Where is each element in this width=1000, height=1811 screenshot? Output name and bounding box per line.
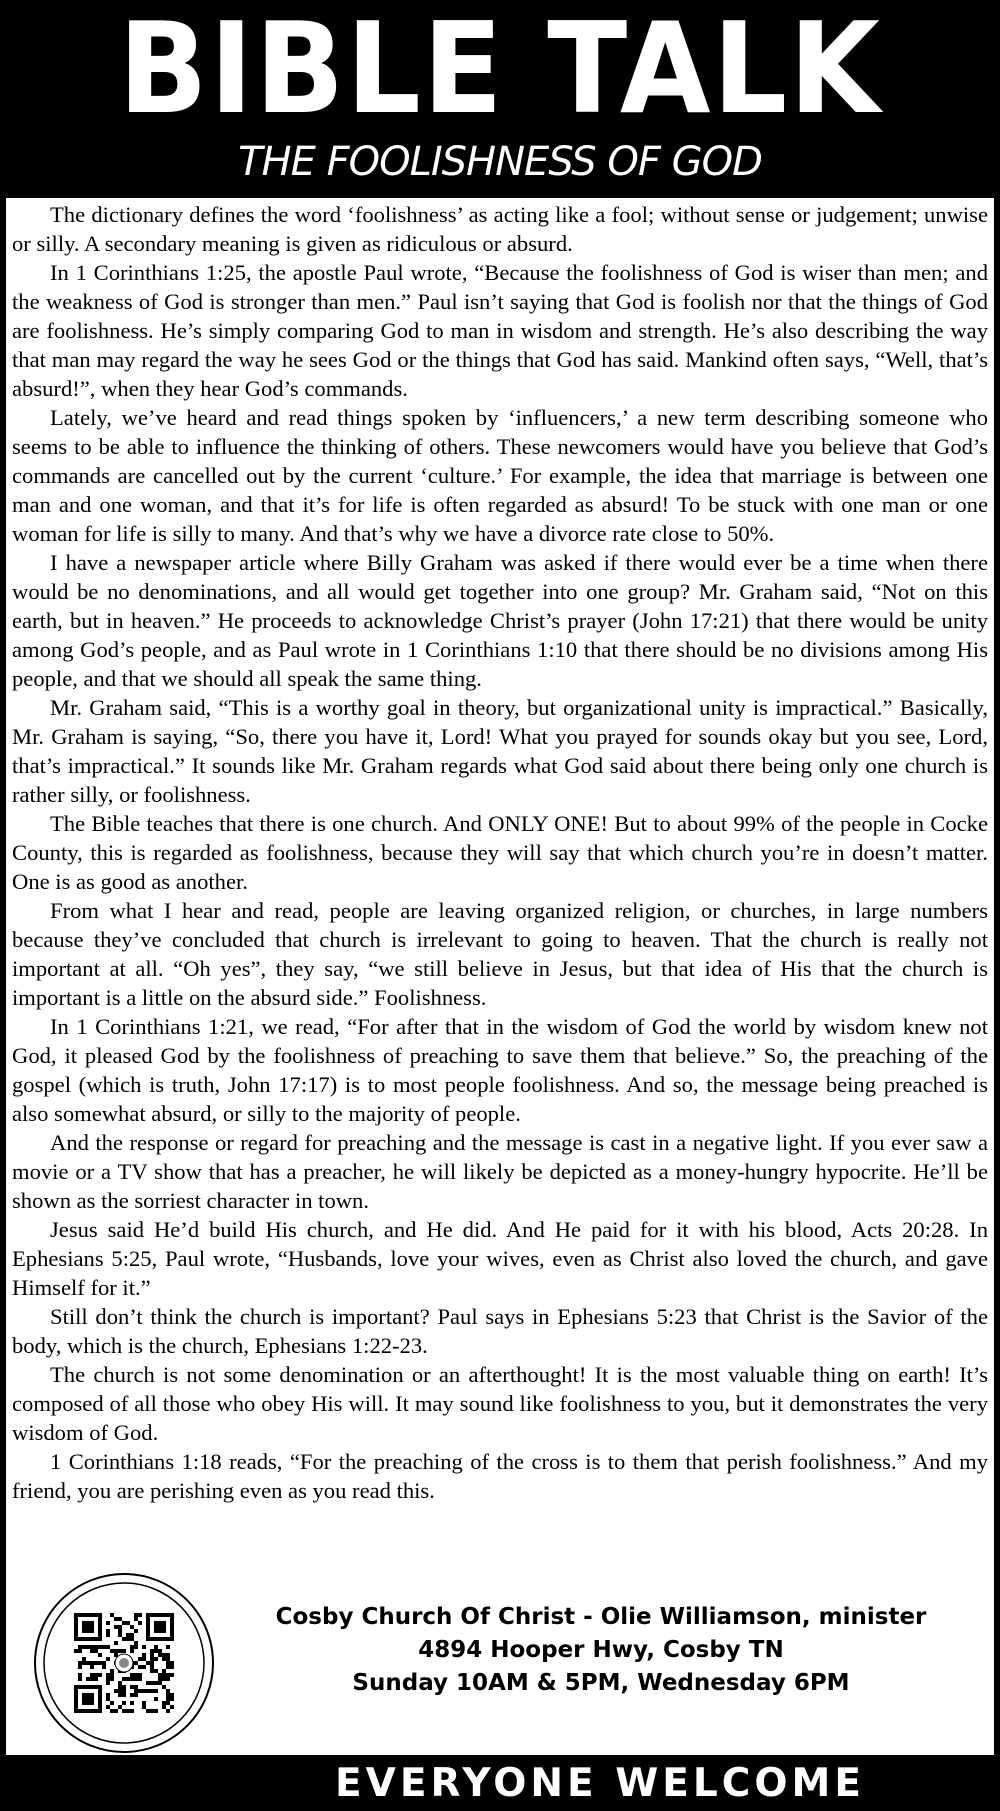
article-body	[12, 200, 988, 1505]
masthead	[0, 0, 1000, 198]
article-paragraph: Jesus said He’d build His church, and He did. And He paid for it with his blood, Acts 20:28. In Ephesians 5:25, Paul wrote, “Husbands, love your wives, even as Christ also loved the church, and gave Himself for it.”	[12, 1217, 988, 1300]
article-paragraph: Lately, we’ve heard and read things spoken by ‘influencers,’ a new term describing someone who seems to be able to influence the thinking of others. These newcomers would have you believe that God’s commands are cancelled out by the current ‘culture.’ For example, the idea that marriage is between one man and one woman, and that it’s for life is often regarded as absurd! To be stuck with one man or one woman for life is silly to many. And that’s why we have a divorce rate close to 50%.	[12, 405, 988, 546]
church-address-line: 4894 Hooper Hwy, Cosby TN	[418, 1637, 784, 1663]
content-panel	[6, 198, 994, 1755]
article-paragraph: In 1 Corinthians 1:25, the apostle Paul wrote, “Because the foolishness of God is wiser than men; and the weakness of God is stronger than men.” Paul isn’t saying that God is foolish nor that the things of God are foolishness. He’s simply comparing God to man in wisdom and strength. He’s also describing the way that man may regard the way he sees God or the things that God has said. Mankind often says, “Well, that’s absurd!”, when they hear God’s commands.	[12, 260, 988, 401]
welcome-banner: EVERYONE WELCOME	[335, 1761, 865, 1806]
article-paragraph: The Bible teaches that there is one church. And ONLY ONE! But to about 99% of the people in Cocke County, this is regarded as foolishness, because they will say that which church you’re in doesn’t matter. One is as good as another.	[12, 811, 988, 894]
church-contact	[246, 1601, 956, 1700]
page-title: BIBLE TALK	[118, 0, 882, 142]
qr-code-icon[interactable]	[34, 1573, 214, 1753]
article-paragraph: From what I hear and read, people are leaving organized religion, or churches, in large numbers because they’ve concluded that church is irrelevant to going to heaven. That the church is really not important at all. “Oh yes”, they say, “we still believe in Jesus, but that idea of His that the church is important is a little on the absurd side.” Foolishness.	[12, 898, 988, 1010]
church-name-line: Cosby Church Of Christ - Olie Williamson, minister	[275, 1604, 927, 1630]
article-paragraph: In 1 Corinthians 1:21, we read, “For after that in the wisdom of God the world by wisdom knew not God, it pleased God by the foolishness of preaching to save them that believe.” So, the preaching of the gospel (which is truth, John 17:17) is to most people foolishness. And so, the message being preached is also somewhat absurd, or silly to the majority of people.	[12, 1014, 988, 1126]
article-paragraph: 1 Corinthians 1:18 reads, “For the preaching of the cross is to them that perish foolishness.” And my friend, you are perishing even as you read this.	[12, 1449, 988, 1503]
article-paragraph: The dictionary defines the word ‘foolishness’ as acting like a fool; without sense or judgement; unwise or silly. A secondary meaning is given as ridiculous or absurd.	[12, 202, 988, 256]
page-subtitle: THE FOOLISHNESS OF GOD	[238, 139, 762, 185]
article-paragraph: The church is not some denomination or an afterthought! It is the most valuable thing on earth! It’s composed of all those who obey His will. It may sound like foolishness to you, but it demonstrates the very wisdom of God.	[12, 1362, 988, 1445]
service-times-line: Sunday 10AM & 5PM, Wednesday 6PM	[352, 1670, 850, 1696]
qr-code-graphic	[36, 1575, 212, 1751]
article-paragraph: Mr. Graham said, “This is a worthy goal in theory, but organizational unity is impractical.” Basically, Mr. Graham is saying, “So, there you have it, Lord! What you prayed for sounds okay but you see, Lord, that’s impractical.” It sounds like Mr. Graham regards what God said about there being only one church is rather silly, or foolishness.	[12, 695, 988, 807]
article-paragraph: And the response or regard for preaching and the message is cast in a negative light. If you ever saw a movie or a TV show that has a preacher, he will likely be depicted as a money-hungry hypocrite. He’ll be shown as the sorriest character in town.	[12, 1130, 988, 1213]
article-paragraph: Still don’t think the church is important? Paul says in Ephesians 5:23 that Christ is the Savior of the body, which is the church, Ephesians 1:22-23.	[12, 1304, 988, 1358]
article-paragraph: I have a newspaper article where Billy Graham was asked if there would ever be a time when there would be no denominations, and all would get together into one group? Mr. Graham said, “Not on this earth, but in heaven.” He proceeds to acknowledge Christ’s prayer (John 17:21) that there would be unity among God’s people, and as Paul wrote in 1 Corinthians 1:10 that there should be no divisions among His people, and that we should all speak the same thing.	[12, 550, 988, 691]
